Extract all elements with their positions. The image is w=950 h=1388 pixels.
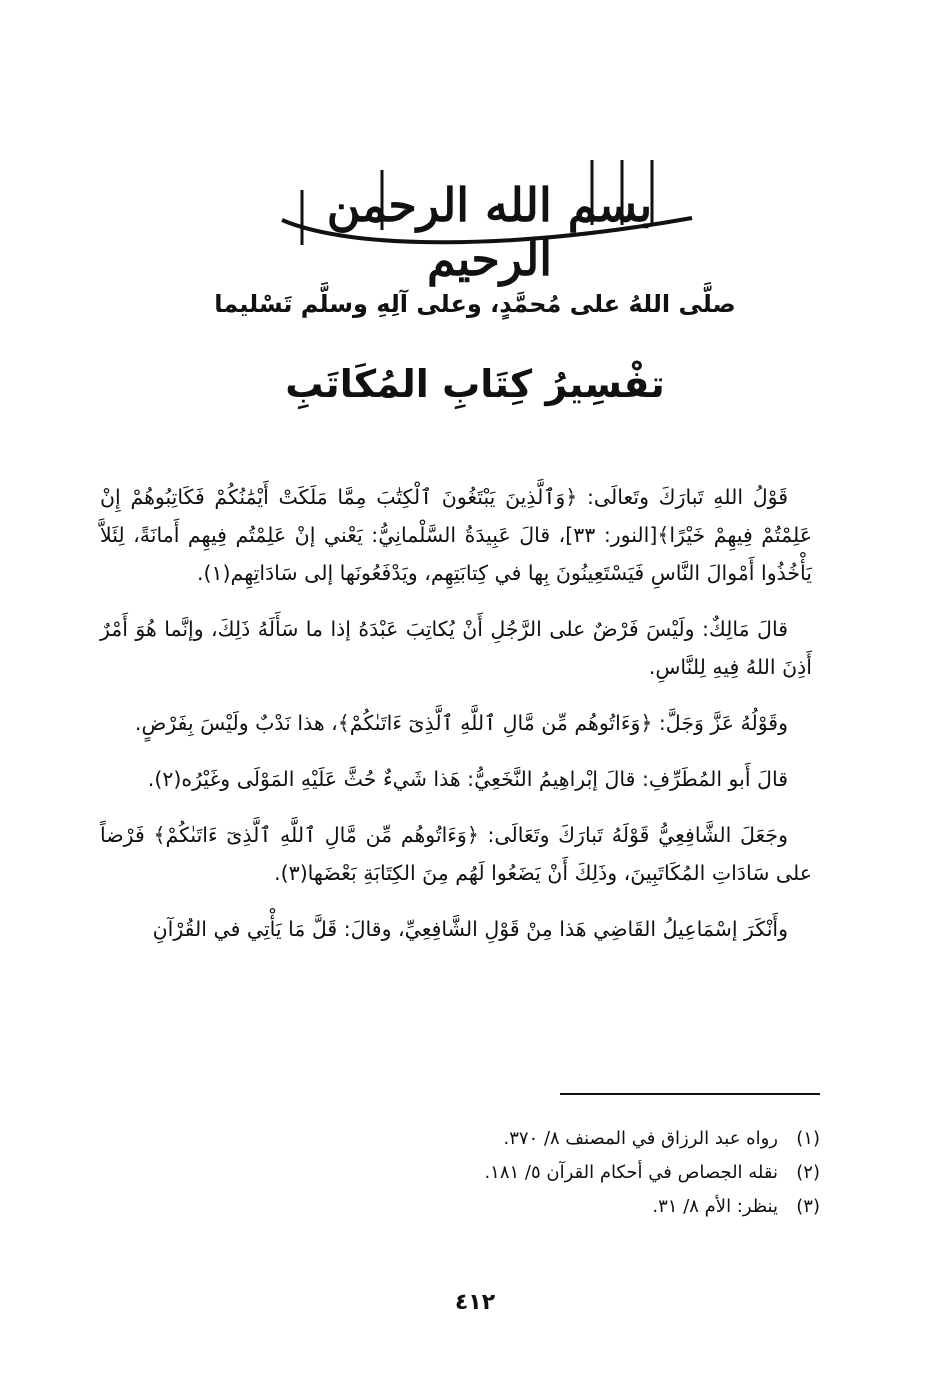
footnotes — [330, 1122, 820, 1224]
footnote-number: (٣) — [796, 1196, 820, 1217]
footnote-item — [330, 1122, 820, 1156]
main-text — [100, 478, 812, 966]
paragraph-5: وجَعَلَ الشَّافِعِيُّ قَوْلَهُ تَبارَكَ وتَعَالَى: ﴿وَءَاتُوهُم مِّن مَّالِ ٱللَّهِ ٱلَّذِىٓ ءَاتَىٰكُمْ﴾ فَرْضاً على سَادَاتِ المُكَاتَبِينَ، وذَلِكَ أَنْ يَضَعُوا لَهُم مِنَ الكِتَابَةِ بَعْضَها(٣). — [100, 823, 812, 885]
footnote-text: رواه عبد الرزاق في المصنف ٨/ ٣٧٠. — [503, 1128, 778, 1149]
paragraph-4: قالَ أَبو المُطَرِّفِ: قالَ إبْراهِيمُ النَّخَعِيُّ: هَذا شَيءٌ حُثَّ عَلَيْهِ المَوْلَى وغَيْرُه(٢). — [147, 767, 788, 791]
footnote-number: (١) — [796, 1128, 820, 1149]
page-number: ٤١٢ — [454, 1290, 496, 1315]
page-title: تفْسِيرُ كِتَابِ المُكَاتَبِ — [285, 362, 665, 406]
paragraph-6: وأَنْكَرَ إسْمَاعِيلُ القَاضِي هَذا مِنْ قَوْلِ الشَّافِعِيِّ، وقالَ: قَلَّ مَا يَأْتِي في القُرْآنِ — [152, 917, 788, 941]
paragraph-2: قالَ مَالِكٌ: ولَيْسَ فَرْضٌ على الرَّجُلِ أَنْ يُكاتِبَ عَبْدَهُ إذا ما سَأَلَهُ ذَلِكَ، وإنَّما هُوَ أَمْرٌ أَذِنَ اللهُ فِيهِ لِلنَّاسِ. — [100, 617, 812, 679]
salawat-line: صلَّى اللهُ على مُحمَّدٍ، وعلى آلِهِ وسلَّم تَسْليما — [214, 290, 736, 318]
footnote-text: نقله الجصاص في أحكام القرآن ٥/ ١٨١. — [484, 1162, 778, 1183]
paragraph-3: وقَوْلُهُ عَزَّ وَجَلَّ: ﴿وَءَاتُوهُم مِّن مَّالِ ٱللَّهِ ٱلَّذِىٓ ءَاتَىٰكُمْ﴾، هذا نَدْبٌ ولَيْسَ بِفَرْضٍ. — [134, 711, 788, 735]
footnote-separator — [560, 1093, 820, 1095]
footnote-number: (٢) — [796, 1162, 820, 1183]
footnote-text: ينظر: الأم ٨/ ٣١. — [652, 1196, 778, 1217]
basmala-calligraphy — [262, 150, 717, 286]
basmala-text: بسم الله الرحمن الرحيم — [326, 178, 653, 286]
footnote-item — [330, 1156, 820, 1190]
paragraph-1: قَوْلُ اللهِ تَبارَكَ وتَعالَى: ﴿وَٱلَّذِينَ يَبْتَغُونَ ٱلْكِتَٰبَ مِمَّا مَلَكَتْ أَيْمَٰنُكُمْ فَكَاتِبُوهُمْ إِنْ عَلِمْتُمْ فِيهِمْ خَيْرًا﴾[النور: ٣٣]، قالَ عَبِيدَةُ السَّلْمانِيُّ: يَعْني إنْ عَلِمْتُم فِيهِم أَمانَةً، لِئَلاَّ يَأْخُذُوا أَمْوالَ النَّاسِ فَيَسْتَعِينُونَ بِها في كِتابَتِهِم، ويَدْفَعُونَها إلى سَادَاتِهِم(١). — [100, 485, 812, 585]
footnote-item — [330, 1190, 820, 1224]
